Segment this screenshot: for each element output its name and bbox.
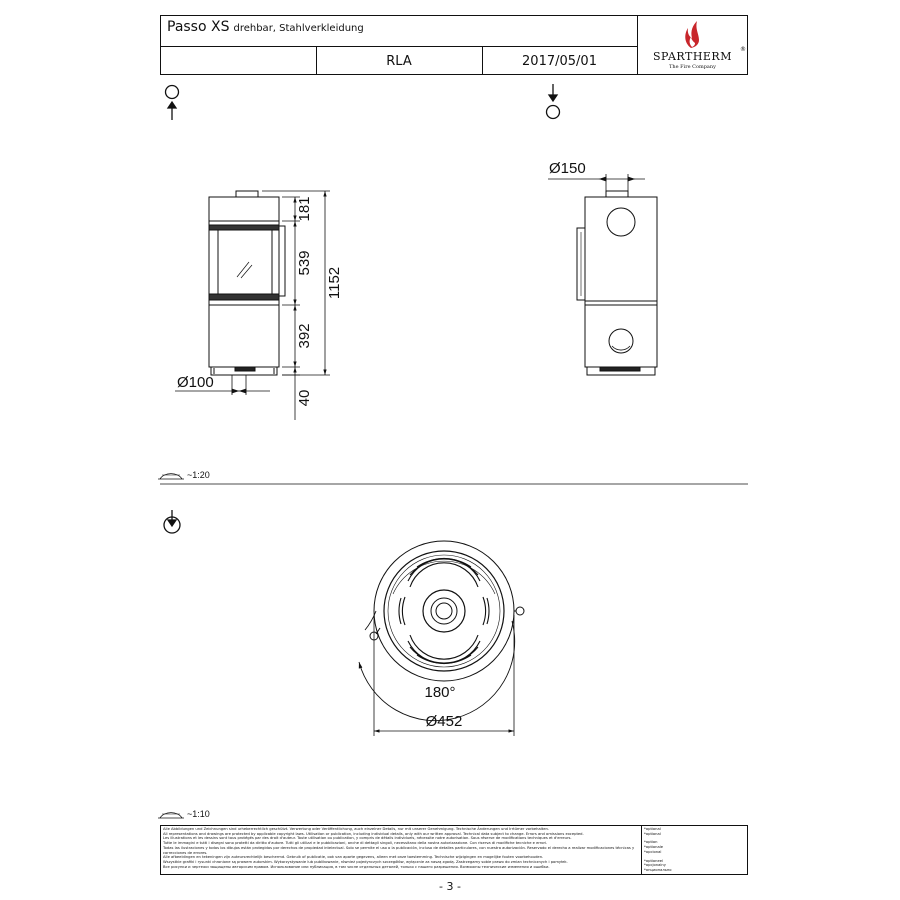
legal-line: Les illustrations et les dessins sont tous protégés par des droit d'auteur. Toute utilisation ou publication, y compris de détails individuels, nécessite notre autorisation. Sous réserve de modifications techniques et d'erreurs.	[163, 836, 572, 841]
stove-body-front	[209, 197, 279, 367]
legal-line: Alle afbeeldingen en tekeningen zijn auteursrechtelijk beschermd. Gebruik of publicatie, ook van aparte gegevens, alleen met onze toestemming. Technische wijzigingen en mogelijke fouten voorbehouden.	[163, 855, 544, 860]
dim-lower-height: 392	[296, 323, 313, 349]
dim-foot-height: 40	[296, 389, 313, 407]
optional-label: *optioneel	[644, 858, 664, 863]
optional-label: *опционально	[644, 867, 672, 872]
optional-label: *optionale	[644, 845, 664, 850]
dim-glass-height: 539	[296, 250, 313, 276]
optional-label: *opcjonalny	[644, 863, 666, 868]
rear-view-indicator	[547, 84, 560, 119]
glass-reflection	[237, 262, 249, 277]
footer-divider	[641, 826, 642, 874]
scale-icon	[158, 813, 184, 818]
scale-label-plan: ~1:10	[187, 809, 210, 819]
brand-tagline: The Fire Company	[669, 64, 716, 70]
dim-rotation-angle: 180°	[424, 684, 456, 701]
date-cell: 2017/05/01	[522, 54, 597, 69]
legal-line: Alle Abbildungen und Zeichnungen sind urheberrechtlich geschützt. Verwertung oder Veröffentlichung, auch einzelner Details, nur mit unserer Genehmigung. Technische Änderungen und Irrtümer vorbehalten.	[163, 827, 549, 831]
door-handle	[279, 226, 285, 296]
air-inlet	[609, 329, 633, 353]
legal-line: Todas las ilustraciones y todos los dibujos están protegidos por derechos de propiedad intelectual. Solo se permite el uso o la publicación, incluso de detalles particulares, con nuestra autorización. Reservado el derecho a realizar modificaciones técnicas y correcciones de errores.	[163, 845, 635, 855]
legal-line: Tutte le immagini e tutti i disegni sono protetti da diritto d'autore. Tutti gli utilizzi e le pubblicazioni, anche di dettagli singoli, necessitano della nostra autorizzazione. Con riserva di modifiche tecniche e errori.	[163, 841, 548, 846]
legal-line: Wszystkie grafiki i rysunki chronione są prawem autorskim. Wykorzystywanie lub publikowanie, również pojedynczych szczegółów, wyłącznie za naszą zgodą. Zastrzegamy sobie prawo do zmian technicznych i pomyłek.	[163, 859, 568, 864]
legal-notice-text	[163, 827, 641, 869]
dim-top-height: 181	[296, 196, 313, 222]
dim-stove-diameter: Ø452	[425, 713, 463, 730]
scale-label-front: ~1:20	[187, 470, 210, 480]
flue-collar	[606, 191, 628, 197]
model-name: Passo XS	[167, 19, 230, 35]
brand-name: SPARTHERM	[653, 50, 732, 63]
door-handle-knob	[516, 607, 524, 615]
legal-line: All representations and drawings are protected by applicable copyright laws. Utilisation or publication, including individual details, only with our written approval. Technical data subject to change. Errors and omissions excepted.	[163, 831, 584, 836]
page-number: - 3 -	[439, 880, 461, 893]
stove-body-rear	[585, 197, 657, 367]
flue-collar	[236, 191, 258, 197]
optional-legend	[644, 827, 744, 873]
legal-notice-box	[160, 825, 748, 875]
optional-label: *opcional	[644, 849, 662, 854]
plan-view	[359, 541, 524, 736]
stove-outline-top	[374, 541, 514, 681]
dim-pipe-diameter: Ø100	[177, 374, 214, 391]
door-frame-bottom	[209, 294, 279, 300]
rear-flue-outlet	[607, 208, 635, 236]
optional-label: *optional	[644, 831, 661, 836]
dim-total-height: 1152	[326, 266, 343, 300]
rear-view	[548, 174, 657, 375]
front-view-indicator	[166, 86, 179, 121]
dim-flue-diameter: Ø150	[549, 160, 586, 177]
scale-icon	[158, 474, 184, 479]
code-cell: RLA	[386, 54, 412, 69]
flue-outlet-top	[423, 590, 465, 632]
optional-label: *option	[644, 840, 658, 845]
legal-line: Все рисунки и чертежи защищены авторским правом. Использование или публикация, в том числе отдельных деталей, только с нашего разрешения. Возможны технические изменения и ошибки.	[163, 864, 550, 869]
optional-label: *optional	[644, 827, 661, 831]
door-frame-top	[209, 225, 279, 230]
top-view-indicator	[164, 510, 180, 533]
model-subtitle: drehbar, Stahlverkleidung	[233, 23, 364, 34]
registered-mark: ®	[740, 46, 746, 53]
